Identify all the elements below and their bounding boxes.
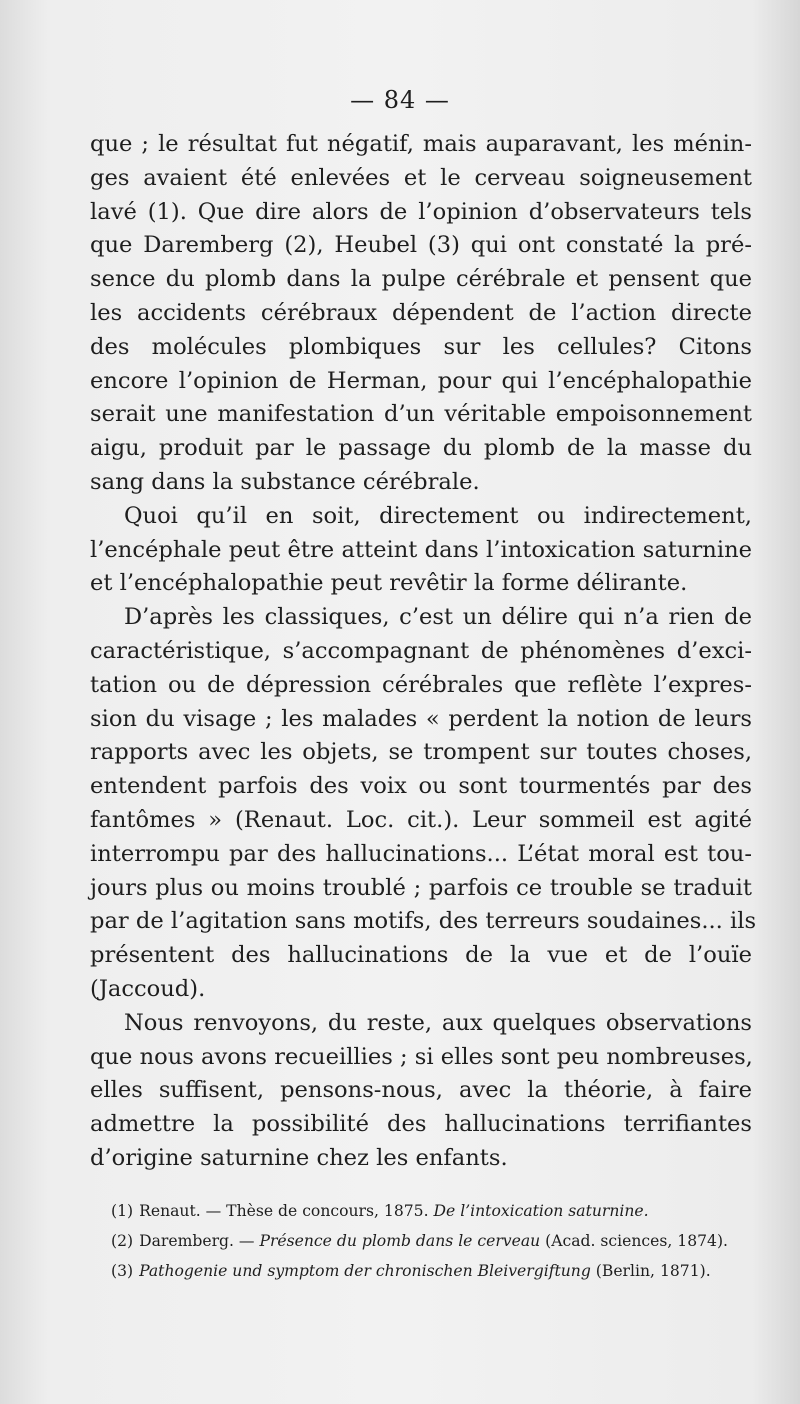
footnote-title: Présence du plomb dans le cerveau <box>259 1232 541 1250</box>
footnote <box>111 1196 751 1226</box>
text-line: ges avaient été enlevées et le cerveau soigneusement <box>90 164 752 191</box>
footnote-mark: (2) <box>111 1232 134 1250</box>
text-line: que Daremberg (2), Heubel (3) qui ont constaté la pré- <box>90 232 752 259</box>
text-line: serait une manifestation d’un véritable empoisonnement <box>90 401 752 428</box>
text-line: aigu, produit par le passage du plomb de la masse du <box>90 435 752 462</box>
footnote-source: (Acad. sciences, 1874). <box>540 1232 728 1250</box>
text-line: et l’encéphalopathie peut revêtir la forme délirante. <box>90 570 688 597</box>
text-line: sion du visage ; les malades « perdent la notion de leurs <box>90 705 752 732</box>
text-line: interrompu par des hallucinations... L’état moral est tou- <box>90 840 752 867</box>
text-line: Nous renvoyons, du reste, aux quelques observations <box>124 1009 752 1036</box>
text-line: rapports avec les objets, se trompent sur toutes choses, <box>90 739 752 766</box>
text-line: Quoi qu’il en soit, directement ou indirectement, <box>124 502 752 529</box>
paragraph <box>90 128 752 500</box>
text-line: encore l’opinion de Herman, pour qui l’encéphalopathie <box>90 367 752 394</box>
footnote-source: (Berlin, 1871). <box>590 1262 711 1280</box>
text-line: fantômes » (Renaut. Loc. cit.). Leur sommeil est agité <box>90 806 752 833</box>
text-line: que ; le résultat fut négatif, mais auparavant, les ménin- <box>90 131 752 157</box>
paragraph <box>90 601 757 1007</box>
text-line: tation ou de dépression cérébrales que reflète l’expres- <box>90 671 752 698</box>
text-line: d’origine saturnine chez les enfants. <box>90 1144 508 1171</box>
text-line: que nous avons recueillies ; si elles sont peu nombreuses, <box>90 1043 753 1070</box>
footnote-text: Renaut. — Thèse de concours, 1875. <box>139 1202 434 1220</box>
paragraph <box>90 1007 752 1176</box>
page-number: — 84 — <box>350 86 450 114</box>
footnote-mark: (3) <box>111 1262 134 1280</box>
text-line: caractéristique, s’accompagnant de phénomènes d’exci- <box>90 637 752 664</box>
text-line: par de l’agitation sans motifs, des terreurs soudaines... ils <box>90 908 757 935</box>
text-line: sence du plomb dans la pulpe cérébrale et pensent que <box>90 266 752 293</box>
footnote-title: Pathogenie und symptom der chronischen Bleivergiftung <box>139 1262 591 1280</box>
footnote <box>111 1226 751 1256</box>
text-line: (Jaccoud). <box>90 975 206 1002</box>
text-line: des molécules plombiques sur les cellules? Citons <box>90 333 752 360</box>
body-text <box>90 128 757 1176</box>
text-line: jours plus ou moins troublé ; parfois ce trouble se traduit <box>90 874 752 901</box>
text-line: D’après les classiques, c’est un délire qui n’a rien de <box>124 604 752 631</box>
footnote-title: De l’intoxication saturnine. <box>433 1202 649 1220</box>
text-line: l’encéphale peut être atteint dans l’intoxication saturnine <box>90 536 752 563</box>
footnote-mark: (1) <box>111 1202 134 1220</box>
text-line: présentent des hallucinations de la vue et de l’ouïe <box>90 942 752 969</box>
footnotes <box>111 1196 751 1286</box>
footnote <box>111 1256 751 1286</box>
text-line: entendent parfois des voix ou sont tourmentés par des <box>90 773 752 800</box>
text-line: les accidents cérébraux dépendent de l’action directe <box>90 299 752 326</box>
footnote-text: Daremberg. — <box>139 1232 260 1250</box>
text-line: admettre la possibilité des hallucinations terrifiantes <box>90 1111 752 1138</box>
paragraph <box>90 500 752 601</box>
text-line: sang dans la substance cérébrale. <box>90 468 480 495</box>
text-line: elles suffisent, pensons-nous, avec la théorie, à faire <box>90 1077 752 1104</box>
text-line: lavé (1). Que dire alors de l’opinion d’observateurs tels <box>90 198 752 225</box>
